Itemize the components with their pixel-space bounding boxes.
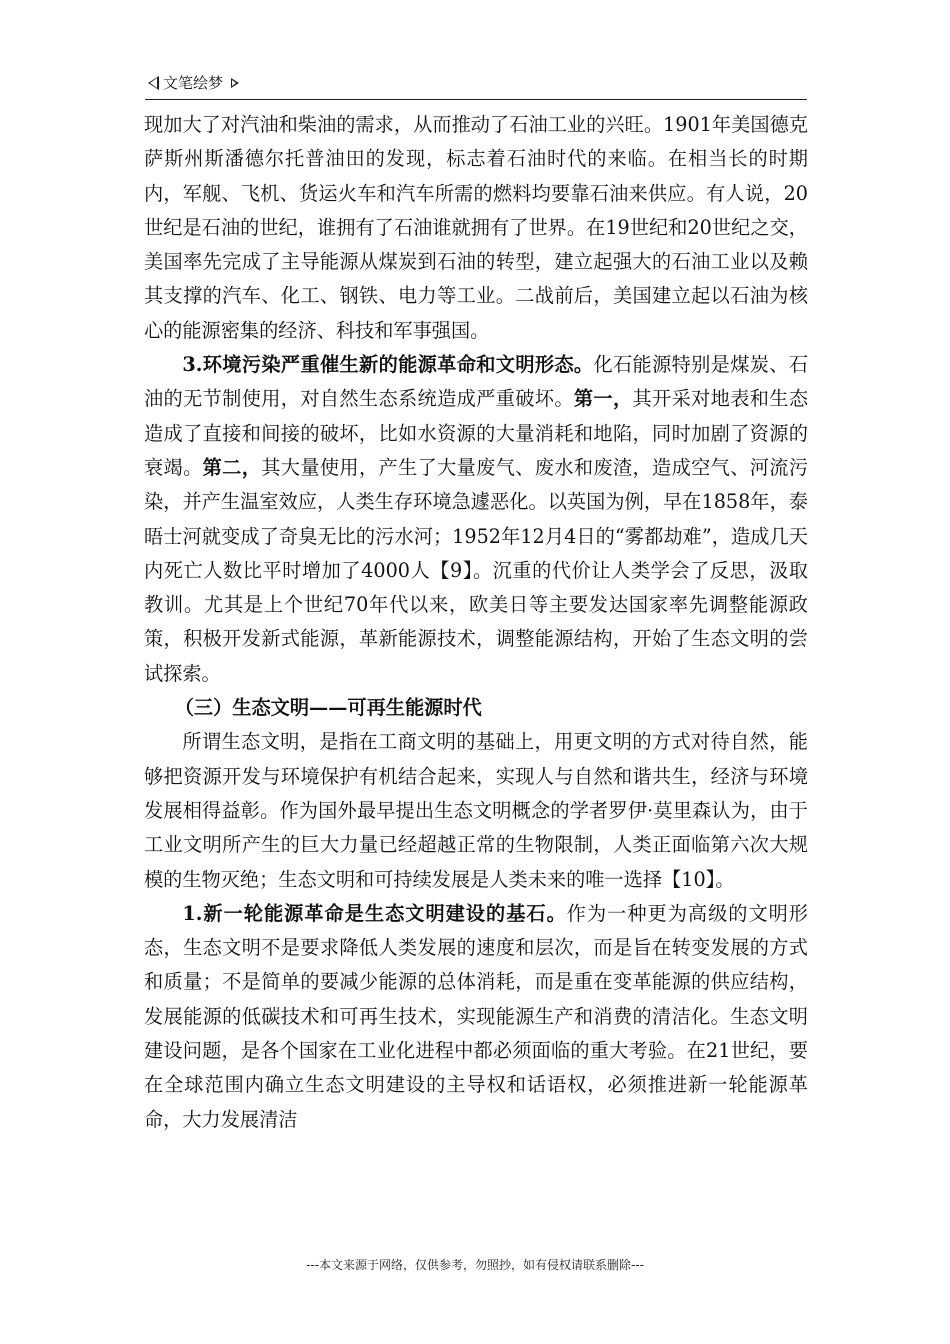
page-header bbox=[148, 72, 808, 98]
header-title: 文笔绘梦 bbox=[163, 74, 224, 92]
point-second: 第二， bbox=[202, 455, 262, 479]
section-heading-1: 1.新一轮能源革命是生态文明建设的基石。 bbox=[182, 901, 567, 925]
point-first: 第一， bbox=[573, 387, 633, 411]
paragraph-oil-era: 现加大了对汽油和柴油的需求，从而推动了石油工业的兴旺。1901年美国德克萨斯州斯潘德尔托普油田的发现，标志着石油时代的来临。在相当长的时期内，军舰、飞机、货运火车和汽车所需的燃料均要靠石油来供应。有人说，20世纪是石油的世纪，谁拥有了石油谁就拥有了世界。在19世纪和20世纪之交，美国率先完成了主导能源从煤炭到石油的转型，建立起强大的石油工业以及赖其支撑的汽车、化工、钢铁、电力等工业。二战前后，美国建立起以石油为核心的能源密集的经济、科技和军事强国。 bbox=[144, 113, 808, 342]
paragraph-energy-revolution: 1.新一轮能源革命是生态文明建设的基石。作为一种更为高级的文明形态，生态文明不是要求降低人类发展的速度和层次，而是旨在转变发展的方式和质量；不是简单的要减少能源的总体消耗，而是重在变革能源的供应结构，发展能源的低碳技术和可再生技术，实现能源生产和消费的清洁化。生态文明建设问题，是各个国家在工业化进程中都必须面临的重大考验。在21世纪，要在全球范围内确立生态文明建设的主导权和话语权，必须推进新一轮能源革命，大力发展清洁 bbox=[144, 901, 808, 1131]
triangle-left-icon bbox=[148, 76, 159, 90]
header-rule bbox=[145, 99, 807, 100]
triangle-right-icon bbox=[231, 78, 239, 88]
page-footer: ---本文来源于网络，仅供参考，勿照抄，如有侵权请联系删除--- bbox=[306, 1258, 644, 1272]
paragraph-pollution: 3.环境污染严重催生新的能源革命和文明形态。化石能源特别是煤炭、石油的无节制使用，对自然生态系统造成严重破坏。第一，其开采对地表和生态造成了直接和间接的破坏，比如水资源的大量消耗和地陷，同时加剧了资源的衰竭。第二，其大量使用，产生了大量废气、废水和废渣，造成空气、河流污染，并产生温室效应，人类生存环境急遽恶化。以英国为例，早在1858年，泰晤士河就变成了奇臭无比的污水河；1952年12月4日的“雾都劫难”，造成几天内死亡人数比平时增加了4000人【9】。沉重的代价让人类学会了反思，汲取教训。尤其是上个世纪70年代以来，欧美日等主要发达国家率先调整能源政策，积极开发新式能源，革新能源技术，调整能源结构，开始了生态文明的尝试探索。 bbox=[144, 353, 809, 685]
document-body bbox=[144, 108, 808, 1137]
section-heading-3: 3.环境污染严重催生新的能源革命和文明形态。 bbox=[182, 353, 594, 377]
subsection-heading: （三）生态文明——可再生能源时代 bbox=[174, 696, 482, 720]
paragraph-eco-civilization: 所谓生态文明，是指在工商文明的基础上，用更文明的方式对待自然，能够把资源开发与环境保护有机结合起来，实现人与自然和谐共生，经济与环境发展相得益彰。作为国外最早提出生态文明概念的学者罗伊·莫里森认为，由于工业文明所产生的巨大力量已经超越正常的生物限制，人类正面临第六次大规模的生物灭绝；生态文明和可持续发展是人类未来的唯一选择【10】。 bbox=[144, 730, 808, 891]
